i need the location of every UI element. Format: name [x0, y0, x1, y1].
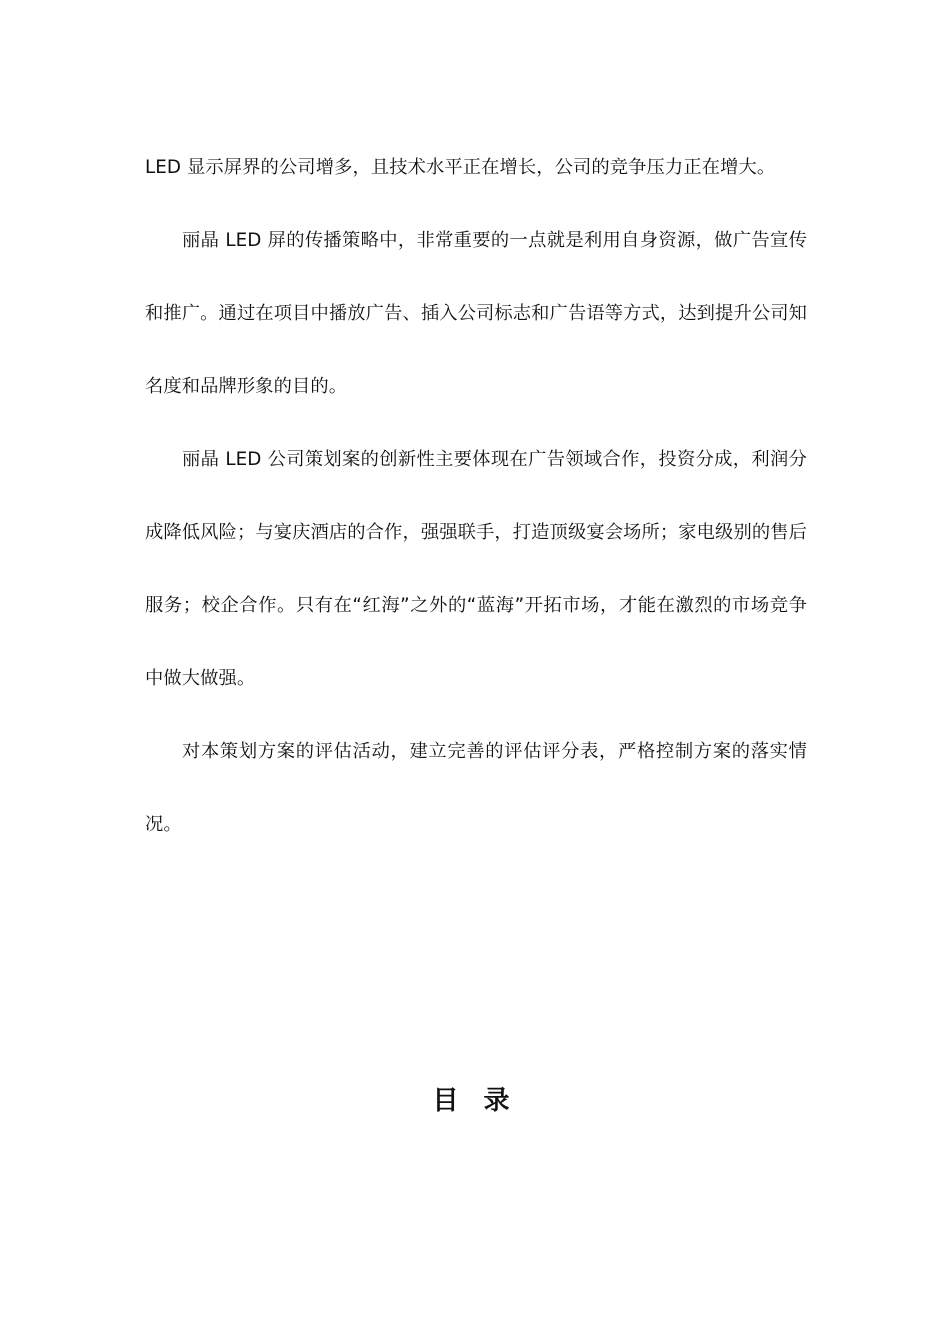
- paragraph-evaluation: 对本策划方案的评估活动，建立完善的评估评分表，严格控制方案的落实情况。: [145, 741, 807, 835]
- toc-title: 目 录: [432, 1086, 518, 1116]
- paragraph-competition: LED 显示屏界的公司增多，且技术水平正在增长，公司的竞争压力正在增大。: [145, 157, 776, 178]
- body-text: [145, 131, 807, 861]
- paragraph-innovation: 丽晶 LED 公司策划案的创新性主要体现在广告领域合作，投资分成，利润分成降低风险；与宴庆酒店的合作，强强联手，打造顶级宴会场所；家电级别的售后服务；校企合作。只有在“红海”之外的“蓝海”开拓市场，才能在激烈的市场竞争中做大做强。: [145, 449, 807, 689]
- paragraph-communication-strategy: 丽晶 LED 屏的传播策略中，非常重要的一点就是利用自身资源，做广告宣传和推广。通过在项目中播放广告、插入公司标志和广告语等方式，达到提升公司知名度和品牌形象的目的。: [145, 230, 807, 397]
